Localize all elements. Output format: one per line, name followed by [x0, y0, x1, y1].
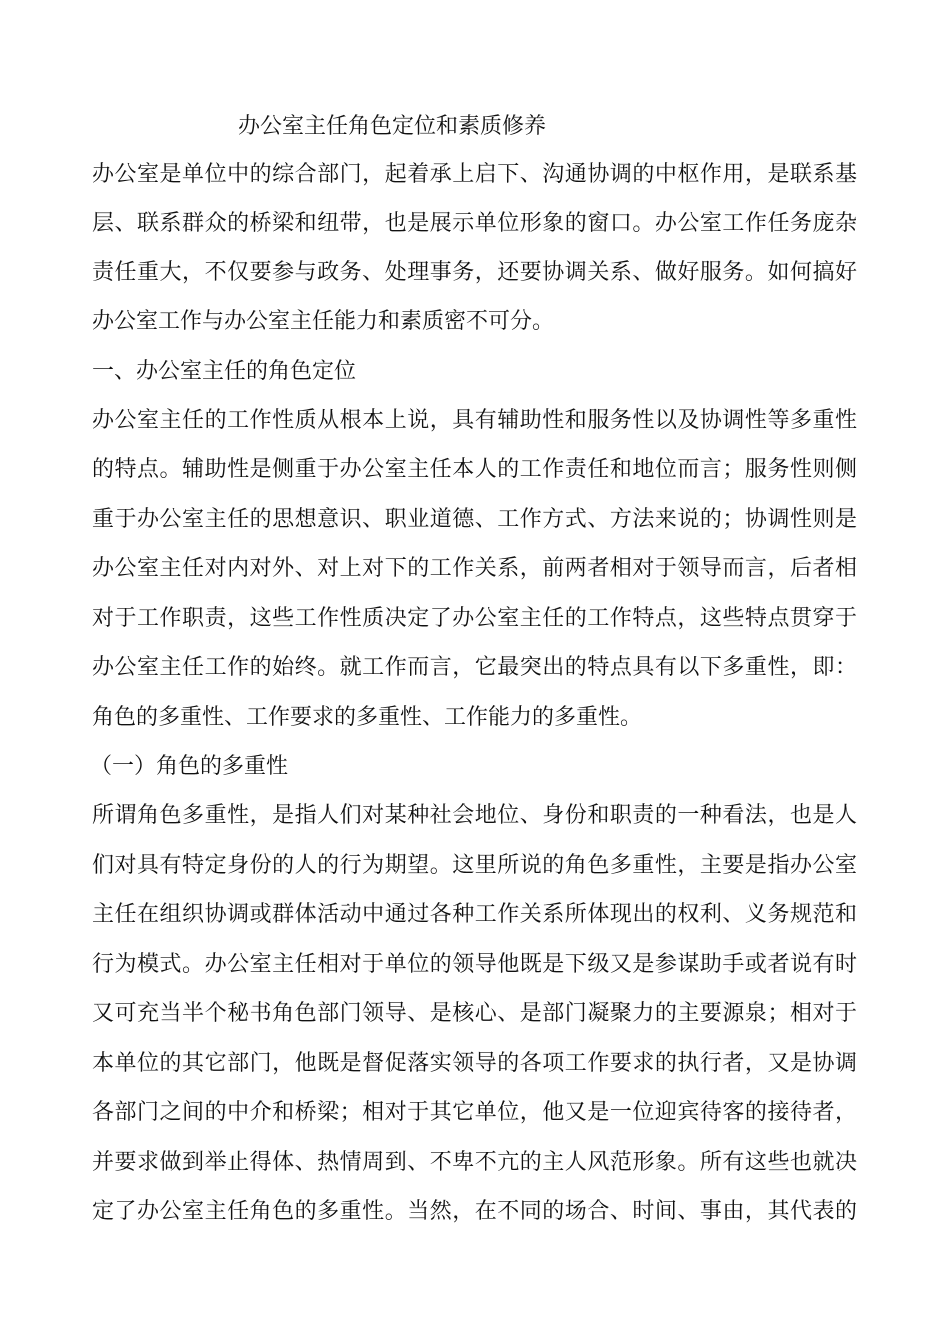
- paragraph-line: 重于办公室主任的思想意识、职业道德、工作方式、方法来说的；协调性则是: [92, 507, 857, 532]
- paragraph-line: 所谓角色多重性，是指人们对某种社会地位、身份和职责的一种看法，也是人: [92, 803, 857, 828]
- paragraph-line: 办公室主任工作的始终。就工作而言，它最突出的特点具有以下多重性，即：: [92, 655, 857, 680]
- paragraph-line: 办公室是单位中的综合部门，起着承上启下、沟通协调的中枢作用，是联系基: [92, 162, 857, 187]
- paragraph-line: 层、联系群众的桥梁和纽带，也是展示单位形象的窗口。办公室工作任务庞杂: [92, 211, 857, 236]
- subsection-heading: （一）角色的多重性: [90, 754, 289, 779]
- paragraph-line: 的特点。辅助性是侧重于办公室主任本人的工作责任和地位而言；服务性则侧: [92, 457, 857, 482]
- paragraph-line: 办公室工作与办公室主任能力和素质密不可分。: [92, 309, 555, 334]
- paragraph-line: 又可充当半个秘书角色部门领导、是核心、是部门凝聚力的主要源泉；相对于: [92, 1001, 857, 1026]
- section-heading: 一、办公室主任的角色定位: [92, 359, 357, 384]
- paragraph-line: 角色的多重性、工作要求的多重性、工作能力的多重性。: [92, 705, 643, 730]
- paragraph-line: 对于工作职责，这些工作性质决定了办公室主任的工作特点，这些特点贯穿于: [92, 606, 857, 631]
- document-title: 办公室主任角色定位和素质修养: [238, 114, 547, 139]
- paragraph-line: 各部门之间的中介和桥梁；相对于其它单位，他又是一位迎宾待客的接待者，: [92, 1100, 857, 1125]
- paragraph-line: 们对具有特定身份的人的行为期望。这里所说的角色多重性，主要是指办公室: [92, 853, 857, 878]
- paragraph-line: 责任重大，不仅要参与政务、处理事务，还要协调关系、做好服务。如何搞好: [92, 260, 857, 285]
- paragraph-line: 定了办公室主任角色的多重性。当然，在不同的场合、时间、事由，其代表的: [92, 1199, 857, 1224]
- paragraph-line: 行为模式。办公室主任相对于单位的领导他既是下级又是参谋助手或者说有时: [92, 952, 857, 977]
- paragraph-line: 主任在组织协调或群体活动中通过各种工作关系所体现出的权利、义务规范和: [92, 902, 857, 927]
- paragraph-line: 并要求做到举止得体、热情周到、不卑不亢的主人风范形象。所有这些也就决: [92, 1150, 857, 1175]
- paragraph-line: 办公室主任的工作性质从根本上说，具有辅助性和服务性以及协调性等多重性: [92, 408, 857, 433]
- paragraph-line: 本单位的其它部门，他既是督促落实领导的各项工作要求的执行者，又是协调: [92, 1051, 857, 1076]
- paragraph-line: 办公室主任对内对外、对上对下的工作关系，前两者相对于领导而言，后者相: [92, 556, 857, 581]
